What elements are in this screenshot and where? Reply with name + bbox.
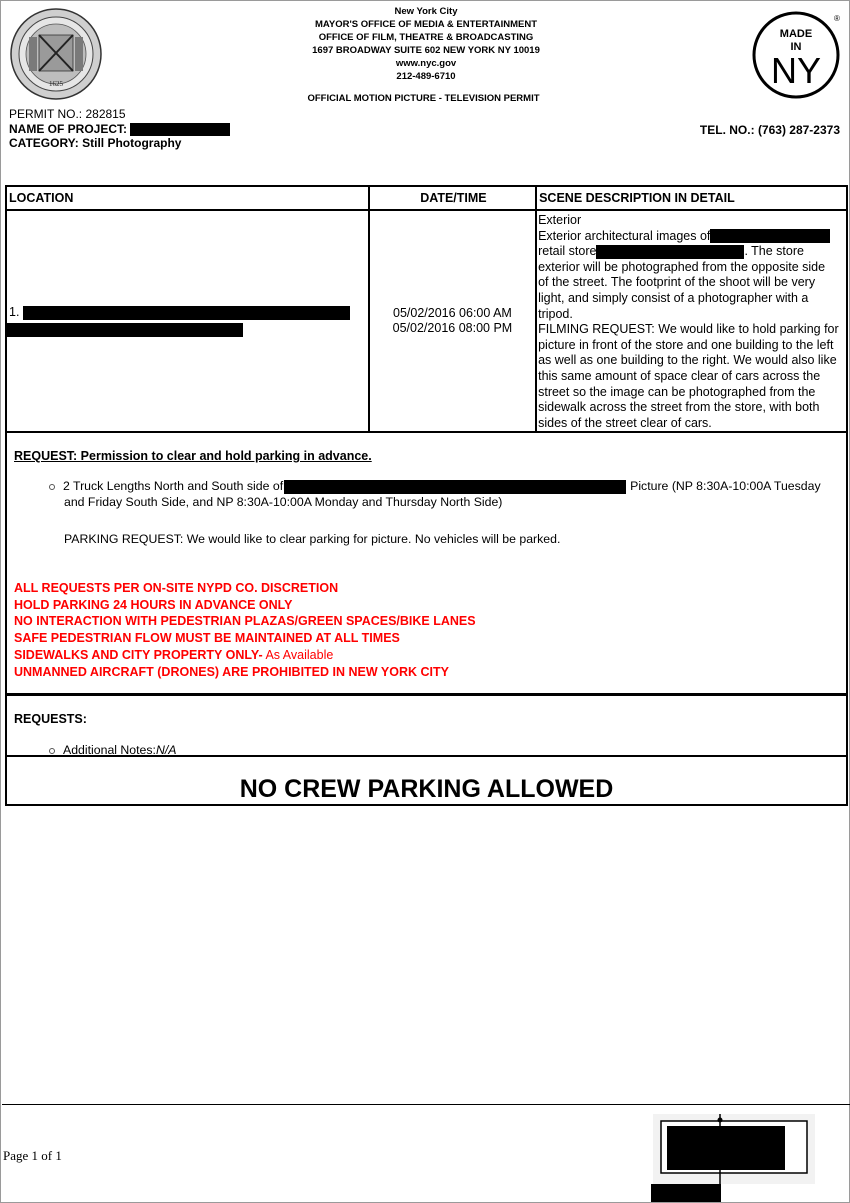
scene-header: SCENE DESCRIPTION IN DETAIL	[536, 186, 847, 210]
date-start: 05/02/2016 06:00 AM	[393, 306, 512, 321]
made-in-ny-logo-icon	[751, 9, 843, 101]
redacted-stamp-icon	[653, 1114, 815, 1184]
svg-text:NY: NY	[770, 50, 822, 91]
svg-text:®: ®	[834, 14, 840, 23]
requests-heading: REQUESTS:	[14, 712, 87, 726]
redaction-block	[596, 245, 744, 259]
permit-number: 282815	[85, 107, 126, 121]
parking-request: PARKING REQUEST: We would like to clear parking for picture. No vehicles will be parked.	[64, 532, 561, 546]
bullet-icon	[49, 484, 55, 490]
permit-title: OFFICIAL MOTION PICTURE - TELEVISION PERMIT	[307, 93, 540, 104]
redaction-block	[23, 306, 350, 320]
table-header-row	[6, 186, 847, 210]
header-city: New York City	[394, 6, 458, 17]
rule-line: UNMANNED AIRCRAFT (DRONES) ARE PROHIBITED IN NEW YORK CITY	[14, 664, 449, 679]
header-suboffice: OFFICE OF FILM, THEATRE & BROADCASTING	[318, 32, 534, 43]
rule-line: NO INTERACTION WITH PEDESTRIAN PLAZAS/GREEN SPACES/BIKE LANES	[14, 614, 476, 629]
page-number: Page 1 of 1	[3, 1148, 62, 1163]
header-block	[1, 5, 850, 83]
header-website: www.nyc.gov	[395, 58, 457, 69]
request-heading: REQUEST: Permission to clear and hold parking in advance.	[14, 449, 372, 463]
redaction-block	[7, 323, 243, 337]
list-item: Additional Notes:N/A	[49, 743, 176, 757]
footer-divider	[2, 1104, 850, 1105]
list-item-continuation: and Friday South Side, and NP 8:30A-10:00A Monday and Thursday North Side)	[64, 495, 503, 509]
redaction-block	[651, 1184, 721, 1202]
header-phone: 212-489-6710	[396, 71, 456, 82]
header-address: 1697 BROADWAY SUITE 602 NEW YORK NY 10019	[312, 45, 540, 56]
location-header: LOCATION	[6, 186, 369, 210]
telephone-number: (763) 287-2373	[757, 123, 840, 137]
svg-text:MADE: MADE	[779, 28, 813, 40]
rule-line: HOLD PARKING 24 HOURS IN ADVANCE ONLY	[14, 597, 293, 612]
date-end: 05/02/2016 08:00 PM	[392, 321, 513, 336]
red-rules-list	[14, 580, 476, 680]
no-crew-parking-banner: NO CREW PARKING ALLOWED	[5, 756, 848, 806]
rule-line: SIDEWALKS AND CITY PROPERTY ONLY- As Available	[14, 647, 334, 662]
permit-number-line: PERMIT NO.: 282815	[9, 107, 126, 121]
header-office: MAYOR'S OFFICE OF MEDIA & ENTERTAINMENT	[315, 19, 537, 30]
bullet-icon	[49, 748, 55, 754]
svg-text:1625: 1625	[49, 80, 63, 88]
rule-line: SAFE PEDESTRIAN FLOW MUST BE MAINTAINED AT ALL TIMES	[14, 631, 400, 646]
datetime-header: DATE/TIME	[369, 186, 536, 210]
telephone-line: TEL. NO.: (763) 287-2373	[699, 123, 840, 137]
table-row	[6, 210, 847, 432]
rule-line: ALL REQUESTS PER ON-SITE NYPD CO. DISCRETION	[14, 581, 339, 595]
redaction-block	[130, 123, 230, 136]
project-name-line: NAME OF PROJECT:	[9, 122, 230, 136]
category-line: CATEGORY: Still Photography	[9, 136, 182, 150]
scene-description-cell: Exterior Exterior architectural images of retail store . The store exterior will be photographed from the opposite side of the street. The footprint of the shoot will be very light, and simply consist of a photographer with a tripod. FILMING REQUEST: We would like to hold parking for picture in front of the store and one building to the left as well as one building to the right. We would also like this same amount of space clear of cars across the street so the image can be photographed from the sidewalk across the street from the store, with both sides of the street clear of cars.	[536, 210, 847, 432]
datetime-cell	[369, 210, 536, 432]
redaction-block	[710, 229, 830, 243]
svg-text:IN: IN	[790, 41, 802, 53]
list-item: 2 Truck Lengths North and South side of Picture (NP 8:30A-10:00A Tuesday	[49, 478, 821, 494]
location-cell: 1.	[6, 210, 369, 432]
location-table	[5, 185, 848, 433]
category-value: Still Photography	[82, 136, 182, 150]
redaction-block	[284, 480, 626, 494]
